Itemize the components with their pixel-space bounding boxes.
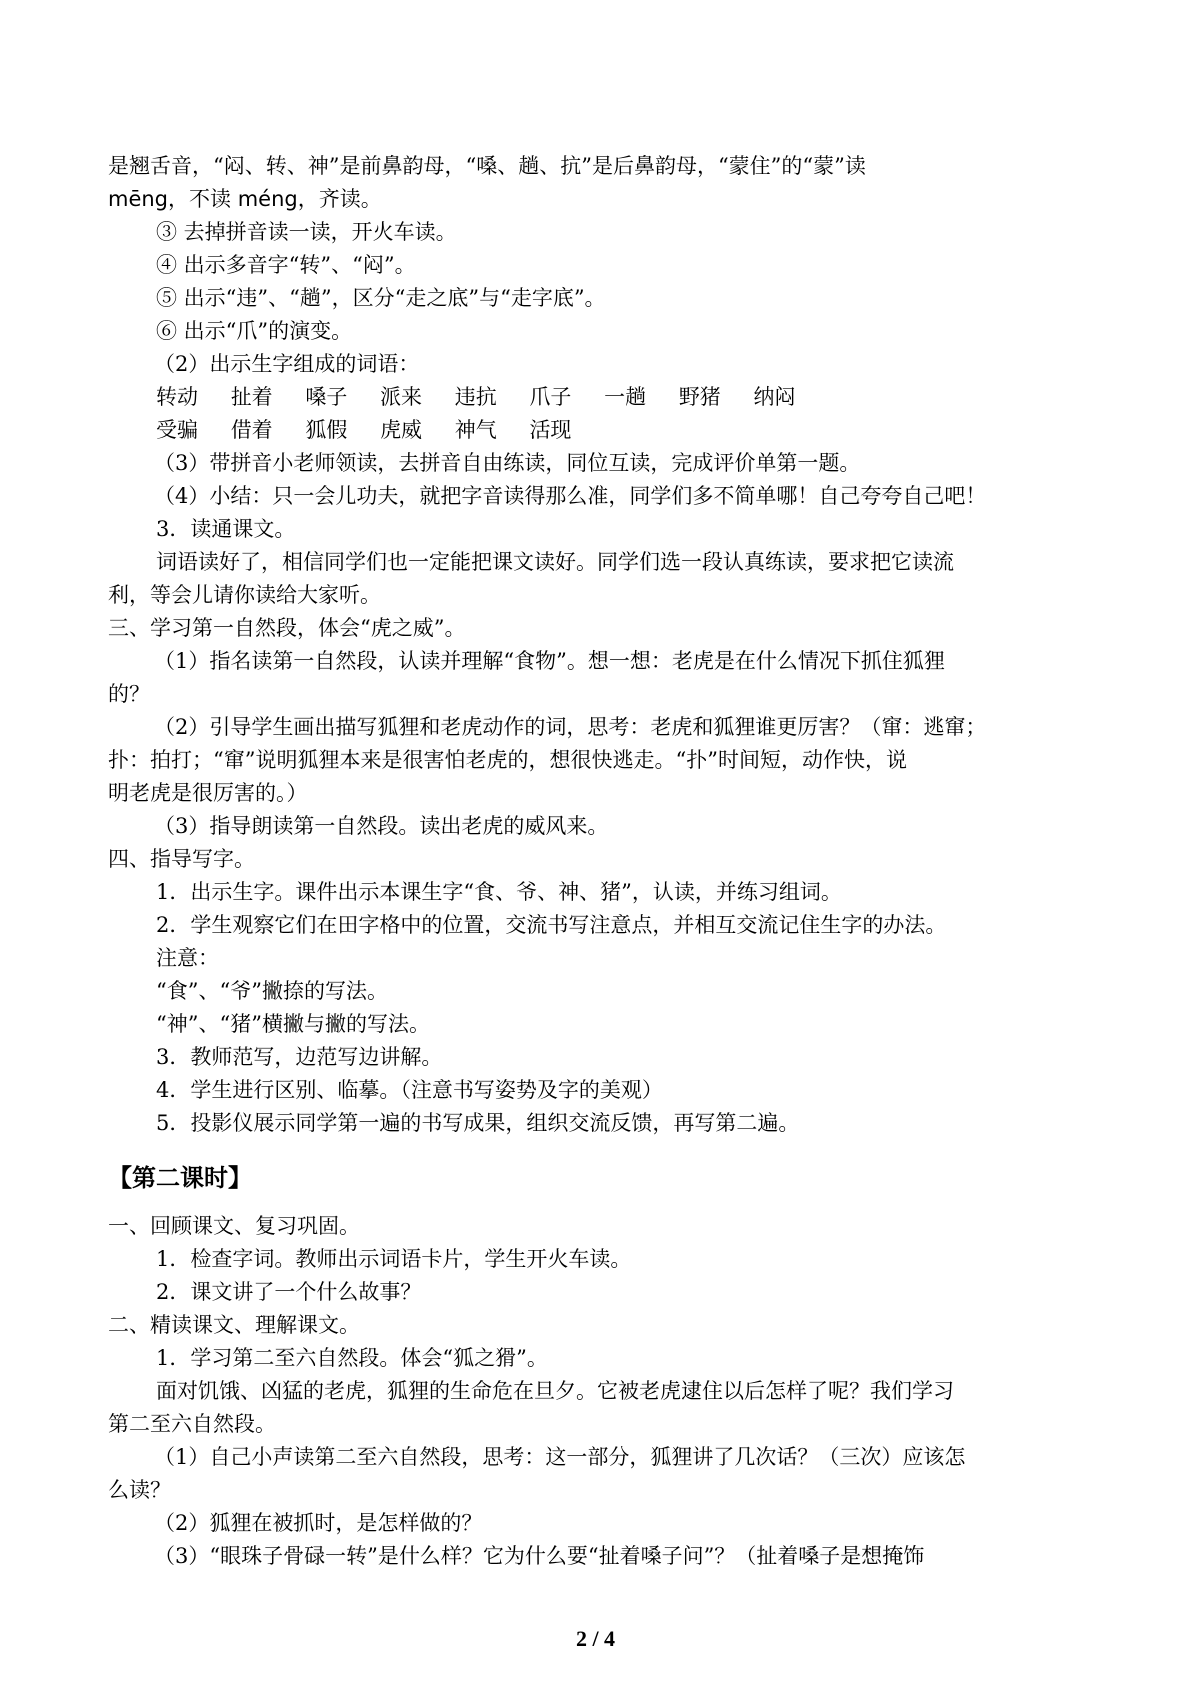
word-list-row xyxy=(108,414,1084,447)
text-line: （3）带拼音小老师领读，去拼音自由练读，同位互读，完成评价单第一题。 xyxy=(154,451,861,475)
text-line: 5．投影仪展示同学第一遍的书写成果，组织交流反馈，再写第二遍。 xyxy=(156,1111,800,1135)
text-line: 1．检查字词。教师出示词语卡片，学生开火车读。 xyxy=(156,1247,632,1271)
text-line: 1．出示生字。课件出示本课生字“食、爷、神、猪”，认读，并练习组词。 xyxy=(156,880,842,904)
text-line: ⑥ 出示“爪”的演变。 xyxy=(156,319,353,343)
section-title: 一、回顾课文、复习巩固。 xyxy=(108,1214,360,1238)
vocab-word: 纳闷 xyxy=(753,385,796,409)
vocab-word: 派来 xyxy=(380,385,423,409)
vocab-word: 违抗 xyxy=(454,385,497,409)
text-line: 2．学生观察它们在田字格中的位置，交流书写注意点，并相互交流记住生字的办法。 xyxy=(156,913,947,937)
word-list-row xyxy=(108,381,1084,414)
text-line: “食”、“爷”撇捺的写法。 xyxy=(156,979,388,1003)
text-line: 3．教师范写，边范写边讲解。 xyxy=(156,1045,443,1069)
vocab-word: 借着 xyxy=(230,418,273,442)
text-line: （1）指名读第一自然段，认读并理解“食物”。想一想：老虎是在什么情况下抓住狐狸 xyxy=(154,649,945,673)
vocab-word: 神气 xyxy=(454,418,497,442)
vocab-word: 一趟 xyxy=(604,385,647,409)
text-line: ⑤ 出示“违”、“趟”，区分“走之底”与“走字底”。 xyxy=(156,286,606,310)
section-title: 三、学习第一自然段，体会“虎之威”。 xyxy=(108,616,466,640)
text-line: 1．学习第二至六自然段。体会“狐之猾”。 xyxy=(156,1346,548,1370)
text-line: （2）引导学生画出描写狐狸和老虎动作的词，思考：老虎和狐狸谁更厉害？（窜：逃窜； xyxy=(154,715,987,739)
text-line: （2）出示生字组成的词语： xyxy=(154,352,420,376)
page-number: 2 / 4 xyxy=(575,1626,616,1651)
page-body xyxy=(108,150,1084,1573)
lesson-heading: 【第二课时】 xyxy=(108,1164,252,1192)
text-line: （1）自己小声读第二至六自然段，思考：这一部分，狐狸讲了几次话？（三次）应该怎 xyxy=(154,1445,966,1469)
text-line: 明老虎是很厉害的。） xyxy=(108,781,308,805)
vocab-word: 爪子 xyxy=(529,385,572,409)
text-line: ③ 去掉拼音读一读，开火车读。 xyxy=(156,220,457,244)
vocab-word: 受骗 xyxy=(156,418,198,442)
text-line: mēng，不读 méng，齐读。 xyxy=(108,187,382,211)
vocab-word: 扯着 xyxy=(230,385,273,409)
vocab-word: 狐假 xyxy=(305,418,348,442)
text-line: “神”、“猪”横撇与撇的写法。 xyxy=(156,1012,430,1036)
text-line: 扑：拍打；“窜”说明狐狸本来是很害怕老虎的，想很快逃走。“扑”时间短，动作快，说 xyxy=(108,748,907,772)
text-line: 注意： xyxy=(156,946,219,970)
text-line: 利，等会儿请你读给大家听。 xyxy=(108,583,381,607)
text-line: （2）狐狸在被抓时，是怎样做的？ xyxy=(154,1511,483,1535)
vocab-word: 虎威 xyxy=(380,418,423,442)
text-line: 第二至六自然段。 xyxy=(108,1412,276,1436)
vocab-word: 嗓子 xyxy=(305,385,348,409)
text-line: 词语读好了，相信同学们也一定能把课文读好。同学们选一段认真练读，要求把它读流 xyxy=(156,550,954,574)
vocab-word: 活现 xyxy=(529,418,572,442)
vocab-word: 野猪 xyxy=(678,385,721,409)
text-line: 面对饥饿、凶猛的老虎，狐狸的生命危在旦夕。它被老虎逮住以后怎样了呢？我们学习 xyxy=(156,1379,954,1403)
text-line: 么读？ xyxy=(108,1478,171,1502)
text-line: 是翘舌音，“闷、转、神”是前鼻韵母，“嗓、趟、抗”是后鼻韵母，“蒙住”的“蒙”读 xyxy=(108,154,866,178)
text-line: （3）“眼珠子骨碌一转”是什么样？它为什么要“扯着嗓子问”？（扯着嗓子是想掩饰 xyxy=(154,1544,925,1568)
text-line: 4．学生进行区别、临摹。（注意书写姿势及字的美观） xyxy=(156,1078,663,1102)
vocab-word: 转动 xyxy=(156,385,198,409)
text-line: （3）指导朗读第一自然段。读出老虎的威风来。 xyxy=(154,814,609,838)
text-line: 的？ xyxy=(108,682,150,706)
text-line: （4）小结：只一会儿功夫，就把字音读得那么准，同学们多不简单哪！自己夸夸自己吧！ xyxy=(154,484,987,508)
section-title: 四、指导写字。 xyxy=(108,847,255,871)
text-line: 3．读通课文。 xyxy=(156,517,296,541)
text-line: ④ 出示多音字“转”、“闷”。 xyxy=(156,253,416,277)
section-title: 二、精读课文、理解课文。 xyxy=(108,1313,360,1337)
text-line: 2．课文讲了一个什么故事？ xyxy=(156,1280,422,1304)
